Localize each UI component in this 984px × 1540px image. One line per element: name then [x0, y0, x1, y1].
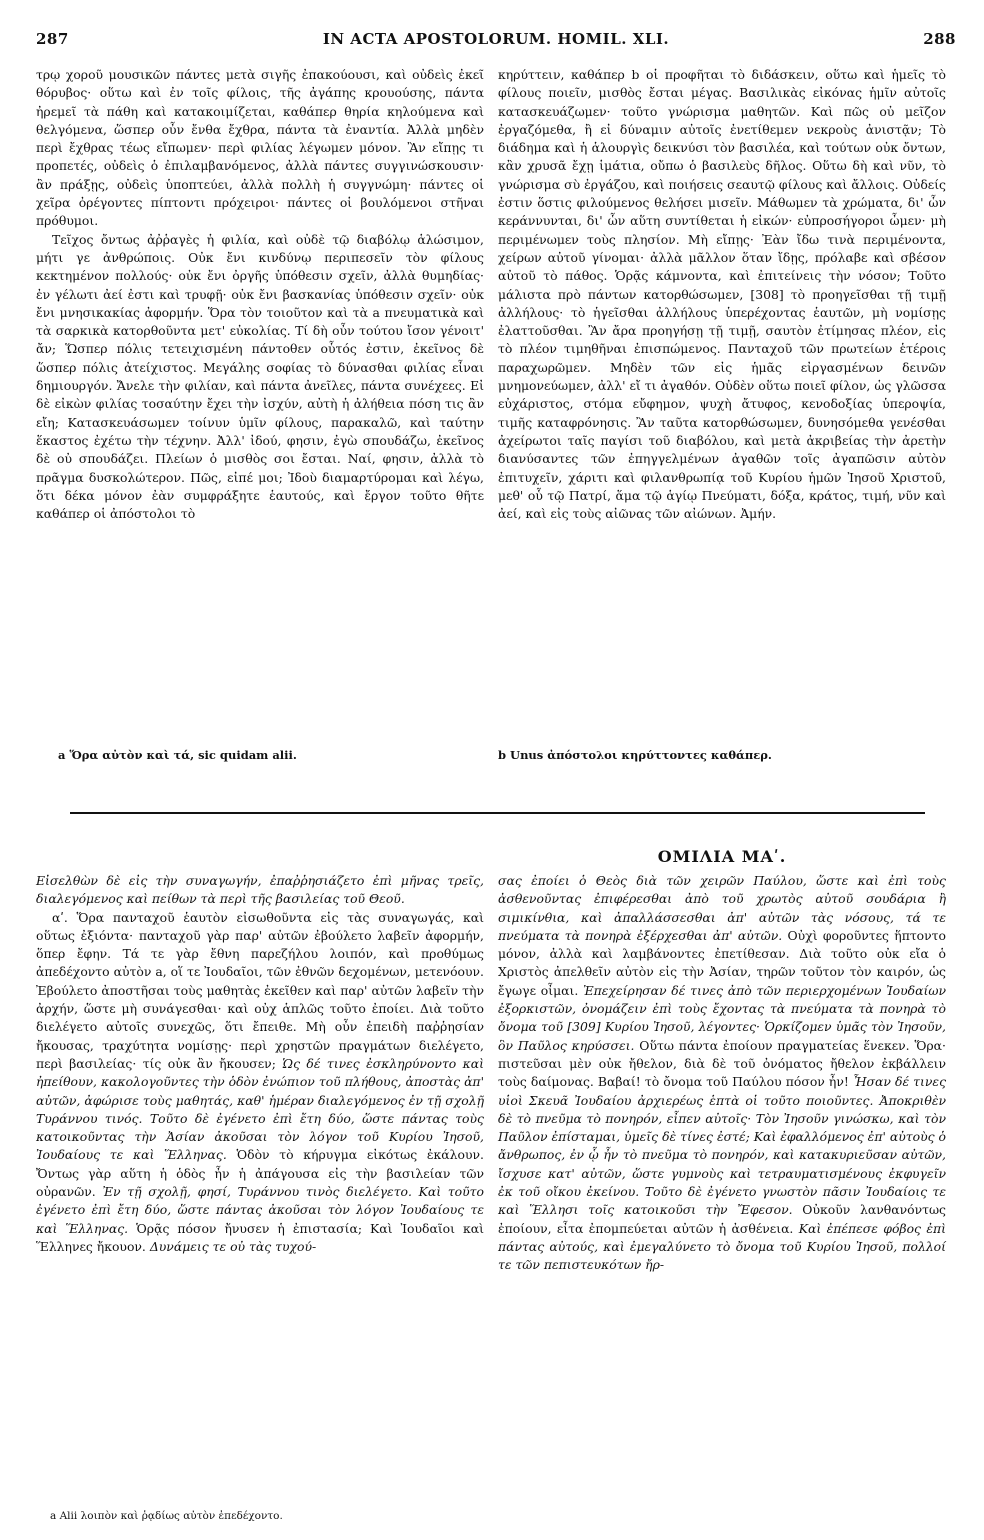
page-number-right: 288 — [923, 30, 956, 48]
commentary-text: αʹ. Ὅρα πανταχοῦ ἑαυτὸν εἰσωθοῦντα εἰς τὰς συναγωγάς, καὶ οὕτως ἐξιόντα· πανταχοῦ γὰρ παρ' αὐτῶν ἐβούλετο λαβεῖν ἀφορμήν, ὅπερ ἔφην. Τά τε γὰρ ἔθνη παρεζήλου λοιπόν, καὶ προθύμως ἀπεδέχοντο αὐτὸν a, οἵ τε Ἰουδαῖοι, τῶν ἐθνῶν δεχομένων, μετενόουν. Ἐβούλετο ἀποστῆσαι τοὺς μαθητὰς ἐκεῖθεν καὶ παρ' αὐτῶν λαβεῖν τὴν ἀρχήν, ὥστε μὴ συνάγεσθαι· καὶ οὐχ ἁπλῶς τοῦτο ἐποίει. Διὰ τοῦτο διελέγετο αὐτοῖς συνεχῶς, ὅτι ἔπειθε. Μὴ οὖν ἐπειδὴ παῤῥησίαν ἤκουσας, τραχύτητα νομίσῃς· περὶ χρηστῶν πραγμάτων διελέγετο, περὶ βασιλείας· τίς οὐκ ἂν ἤκουσεν; — [36, 909, 484, 1071]
paragraph: τρῳ χοροῦ μουσικῶν πάντες μετὰ σιγῆς ἐπακούουσι, καὶ οὐδεὶς ἐκεῖ θόρυβος· οὕτω καὶ ἐν τοῖς φίλοις, τῆς ἀγάπης κρουούσης, πάντα ἠρεμεῖ τὰ πάθη καὶ κατακοιμίζεται, καθάπερ θηρία κηλούμενα καὶ θελγόμενα, ὥσπερ οὖν ἔνθα ἔχθρα, πάντα τὰ ἐναντία. Ἀλλὰ μηδὲν περὶ ἔχθρας τέως εἴπωμεν· περὶ φιλίας λέγωμεν μόνον. Ἂν εἴπῃς τι προπετές, οὐδεὶς ὁ ἐπιλαμβανόμενος, ἀλλὰ πάντες συγγινώσκουσιν· ἂν πράξῃς, οὐδεὶς ὑποπτεύει, ἀλλὰ πολλὴ ἡ συγγνώμη· πάντες οἱ χεῖρα ὀρέγοντες πίπτοντι πρόχειροι· πάντες οἱ βουλόμενοι στῆναι πρόθυμοι. — [36, 67, 484, 229]
scripture-lemma: Εἰσελθὼν δὲ εἰς τὴν συναγωγήν, ἐπαῤῥησιάζετο ἐπὶ μῆνας τρεῖς, διαλεγόμενος καὶ πείθων τὰ περὶ τῆς βασιλείας τοῦ Θεοῦ. — [36, 873, 484, 907]
running-header — [36, 30, 956, 56]
column-right-bottom — [498, 872, 946, 1275]
footnote-b: b Unus ἀπόστολοι κηρύττοντες καθάπερ. — [498, 748, 772, 762]
scripture-quote: Ἐπεχείρησαν δέ τινες ἀπὸ τῶν περιερχομένων Ἰουδαίων ἐξορκιστῶν, ὀνομάζειν ἐπὶ τοὺς ἔχοντας τὰ πνεύματα τὰ πονηρὰ τὸ ὄνομα τοῦ [309] Κυρίου Ἰησοῦ, λέγοντες· Ὁρκίζομεν ὑμᾶς τὸν Ἰησοῦν, ὃν Παῦλος κηρύσσει. — [498, 982, 946, 1053]
column-left-top — [36, 66, 484, 523]
paragraph — [36, 909, 484, 1257]
scripture-quote: σας ἐποίει ὁ Θεὸς διὰ τῶν χειρῶν Παύλου, ὥστε καὶ ἐπὶ τοὺς ἀσθενοῦντας ἐπιφέρεσθαι ἀπὸ τοῦ χρωτὸς αὐτοῦ σουδάρια ἢ σιμικίνθια, καὶ ἀπαλλάσσεσθαι ἀπ' αὐτῶν τὰς νόσους, τά τε πνεύματα τὰ πονηρὰ ἐξέρχεσθαι ἀπ' αὐτῶν. — [498, 873, 946, 943]
commentary-text: Ὁρᾷς πόσον ἤνυσεν ἡ ἐπιστασία; Καὶ Ἰουδαῖοι καὶ Ἕλληνες ἤκουον. — [36, 1220, 484, 1254]
scripture-quote: Ἦσαν δέ τινες υἱοὶ Σκευᾶ Ἰουδαίου ἀρχιερέως ἑπτὰ οἱ τοῦτο ποιοῦντες. Ἀποκριθὲν δὲ τὸ πνεῦμα τὸ πονηρόν, εἶπεν αὐτοῖς· Τὸν Ἰησοῦν γινώσκω, καὶ τὸν Παῦλον ἐπίσταμαι, ὑμεῖς δὲ τίνες ἐστέ; Καὶ ἐφαλλόμενος ἐπ' αὐτοὺς ὁ ἄνθρωπος, ἐν ᾧ ἦν τὸ πνεῦμα τὸ πονηρόν, καὶ κατακυριεῦσαν αὐτῶν, ἴσχυσε κατ' αὐτῶν, ὥστε γυμνοὺς καὶ τετραυματισμένους ἐκφυγεῖν ἐκ τοῦ οἴκου ἐκείνου. Τοῦτο δὲ ἐγένετο γνωστὸν πᾶσιν Ἰουδαίοις τε καὶ Ἕλλησι τοῖς κατοικοῦσι τὴν Ἔφεσον. — [498, 1074, 947, 1218]
page-number-left: 287 — [36, 30, 69, 48]
commentary-text: Οὐκοῦν λανθανόντως ἐποίουν, εἶτα ἐπομπεύεται αὐτῶν ἡ ἀσθένεια. — [498, 1202, 946, 1236]
scripture-quote: Δυνάμεις τε οὐ τὰς τυχού- — [149, 1238, 317, 1254]
homily-title: ΟΜΙΛΙΑ ΜΑʹ. — [657, 847, 787, 866]
paragraph: κηρύττειν, καθάπερ b οἱ προφῆται τὸ διδάσκειν, οὕτω καὶ ἡμεῖς τὸ φίλους ποιεῖν, μισθὸς ἔσται μέγας. Βασιλικὰς εἰκόνας ἡμῖν αὐτοῖς κατασκευάζωμεν· τοῦτο γνώρισμα μαθητῶν. Καὶ πῶς οὐ μεῖζον ἐργαζόμεθα, ἢ εἰ δύναμιν αὐτοῖς ἐνετίθεμεν νεκροὺς ἀνιστᾷν; Τὸ διάδημα καὶ ἡ ἁλουργὶς δεικνύσι τὸν βασιλέα, καὶ τούτων οὐκ ὄντων, κἂν χρυσᾶ ἔχῃ ἱμάτια, οὔπω ὁ βασιλεὺς δῆλος. Οὕτω δὴ καὶ νῦν, τὸ γνώρισμα σὺ ἐργάζου, καὶ ποιήσεις σεαυτῷ φίλους καὶ ἄλλοις. Οὐδείς ἐστιν ὅστις φιλούμενος θελήσει μισεῖν. Μάθωμεν τὰ χρώματα, δι' ὧν κεράννυνται, δι' ὧν αὕτη συντίθεται ἡ εἰκών· εὐπροσήγοροι ὦμεν· μὴ περιμένωμεν τοὺς πλησίον. Μὴ εἴπῃς· Ἐὰν ἴδω τινὰ περιμένοντα, χείρων αὐτοῦ γίνομαι· ἀλλὰ μᾶλλον ὅταν ἴδῃς, πρόλαβε καὶ σβέσον αὐτοῦ τὸ πάθος. Ὁρᾷς κάμνοντα, καὶ ἐπιτείνεις τὴν νόσον; Τοῦτο μάλιστα πρὸ πάντων κατορθώσωμεν, [308] τὸ προηγεῖσθαι τῇ τιμῇ ἀλλήλους· τὸ ἡγεῖσθαι ἀλλήλους ὑπερέχοντας ἑαυτῶν, μὴ νομίσῃς ἐλαττοῦσθαι. Ἂν ἄρα προηγήσῃ τῇ τιμῇ, σαυτὸν ἐτίμησας πλέον, εἰς τὸ πλέον τιμηθῆναι ἐπισπώμενος. Πανταχοῦ τῶν πρωτείων ἑτέροις παραχωρῶμεν. Μηδὲν τῶν εἰς ἡμᾶς εἰργασμένων δεινῶν μνημονεύωμεν, ἀλλ' εἴ τι ἀγαθόν. Οὐδὲν οὕτω ποιεῖ φίλον, ὡς γλῶσσα εὐχάριστος, στόμα εὔφημον, ψυχὴ ἄτυφος, κενοδοξίας ὑπεροψία, τιμῆς καταφρόνησις. Ἂν ταῦτα κατορθώσωμεν, δυνησόμεθα γενέσθαι ἀχείρωτοι ταῖς παγίσι τοῦ διαβόλου, καὶ μετὰ ἀκριβείας τὴν ἀρετὴν διανύσαντες τῶν ἐπηγγελμένων ἀγαθῶν τοῖς ἀγαπῶσιν αὐτὸν ἐπιτυχεῖν, χάριτι καὶ φιλανθρωπίᾳ τοῦ Κυρίου ἡμῶν Ἰησοῦ Χριστοῦ, μεθ' οὗ τῷ Πατρί, ἅμα τῷ ἁγίῳ Πνεύματι, δόξα, κράτος, τιμή, νῦν καὶ ἀεί, καὶ εἰς τοὺς αἰῶνας τῶν αἰώνων. Ἀμήν. — [498, 67, 946, 522]
scripture-quote: Καὶ ἐπέπεσε φόβος ἐπὶ πάντας αὐτούς, καὶ ἐμεγαλύνετο τὸ ὄνομα τοῦ Κυρίου Ἰησοῦ, πολλοί τε τῶν πεπιστευκότων ἤρ- — [498, 1220, 946, 1273]
commentary-text: Ὁδὸν τὸ κήρυγμα εἰκότως ἐκάλουν. Ὄντως γὰρ αὕτη ἡ ὁδὸς ἦν ἡ ἀπάγουσα εἰς τὴν βασιλείαν τῶν οὐρανῶν. — [36, 1147, 484, 1200]
column-right-top — [498, 66, 946, 523]
footnote-bottom: a Alii λοιπὸν καὶ ῥᾳδίως αὐτὸν ἐπεδέχοντο. — [50, 1510, 283, 1522]
commentary-text: Οὐχὶ φοροῦντες ἥπτοντο μόνον, ἀλλὰ καὶ λαμβάνοντες ἐπετίθεσαν. Διὰ τοῦτο οὐκ εἴα ὁ Χριστὸς ἀπελθεῖν αὐτὸν εἰς τὴν Ἀσίαν, τηρῶν τοῦτον τὸν καιρόν, ὡς ἔγωγε οἶμαι. — [498, 927, 946, 998]
commentary-text: Οὕτω πάντα ἐποίουν πραγματείας ἕνεκεν. Ὅρα· πιστεῦσαι μὲν οὐκ ἤθελον, διὰ δὲ τοῦ ὀνόματος ἤθελον ἐκβάλλειν τοὺς δαίμονας. Βαβαί! τὸ ὄνομα τοῦ Παύλου πόσον ἦν! — [498, 1037, 946, 1090]
section-divider — [70, 812, 925, 814]
scripture-quote: Ἐν τῇ σχολῇ, φησί, Τυράννου τινὸς διελέγετο. Καὶ τοῦτο ἐγένετο ἐπὶ ἔτη δύο, ὥστε πάντας ἀκοῦσαι τὸν λόγον Ἰουδαίους τε καὶ Ἕλληνας. — [36, 1184, 484, 1236]
paragraph — [498, 872, 946, 1275]
column-left-bottom — [36, 872, 484, 1256]
running-title: IN ACTA APOSTOLORUM. HOMIL. XLI. — [322, 30, 670, 48]
scripture-quote: Ὡς δέ τινες ἐσκληρύνοντο καὶ ἠπείθουν, κακολογοῦντες τὴν ὁδὸν ἐνώπιον τοῦ πλήθους, ἀποστὰς ἀπ' αὐτῶν, ἀφώρισε τοὺς μαθητάς, καθ' ἡμέραν διαλεγόμενος ἐν τῇ σχολῇ Τυράννου τινός. Τοῦτο δὲ ἐγένετο ἐπὶ ἔτη δύο, ὥστε πάντας τοὺς κατοικοῦντας τὴν Ἀσίαν ἀκοῦσαι τὸν λόγον τοῦ Κυρίου Ἰησοῦ, Ἰουδαίους τε καὶ Ἕλληνας. — [36, 1055, 484, 1163]
footnote-a: a Ὅρα αὐτὸν καὶ τά, sic quidam alii. — [58, 748, 297, 762]
paragraph: Τεῖχος ὄντως ἀῤῥαγὲς ἡ φιλία, καὶ οὐδὲ τῷ διαβόλῳ ἁλώσιμον, μήτι γε ἀνθρώποις. Οὐκ ἔνι κινδύνῳ περιπεσεῖν τὸν φίλους κεκτημένον πολλούς· οὐκ ἔνι ὀργῆς ὑπόθεσιν σχεῖν, ἀλλὰ θυμηδίας· ἐν γέλωτι ἀεί ἐστι καὶ τρυφῇ· οὐκ ἔνι βασκανίας ὑπόθεσιν σχεῖν· οὐκ ἔνι μνησικακίας ἀφορμήν. Ὅρα τὸν τοιοῦτον καὶ τὰ a πνευματικὰ καὶ τὰ σαρκικὰ κατορθοῦντα μετ' εὐκολίας. Τί δὴ οὖν τούτου ἴσον γένοιτ' ἄν; Ὥσπερ πόλις τετειχισμένη πάντοθεν οὗτός ἐστιν, ἐκεῖνος δὲ ὥσπερ πόλις ἀτείχιστος. Μεγάλης σοφίας τὸ δύνασθαι φιλίας εἶναι δημιουργόν. Ἄνελε τὴν φιλίαν, καὶ πάντα ἀνεῖλες, πάντα συνέχεες. Εἰ δὲ εἰκὼν φιλίας τοσαύτην ἔχει τὴν ἰσχύν, αὐτὴ ἡ ἀλήθεια πόση τις ἂν εἴη; Κατασκευάσωμεν τοίνυν ὑμῖν φίλους, παρακαλῶ, καὶ ταύτην ἕκαστος ἐχέτω τὴν τέχνην. Ἀλλ' ἰδού, φησιν, ἐγὼ σπουδάζω, ἐκεῖνος δὲ οὐ σπουδάζει. Πλείων ὁ μισθὸς σοι ἔσται. Ναί, φησιν, ἀλλὰ τὸ πρᾶγμα δυσκολώτερον. Πῶς, εἰπέ μοι; Ἰδοὺ διαμαρτύρομαι καὶ λέγω, ὅτι δέκα μόνον ἐὰν συμφράξητε ἑαυτούς, καὶ ἔργον τοῦτο θῆτε καθάπερ οἱ ἀπόστολοι τὸ — [36, 231, 484, 522]
